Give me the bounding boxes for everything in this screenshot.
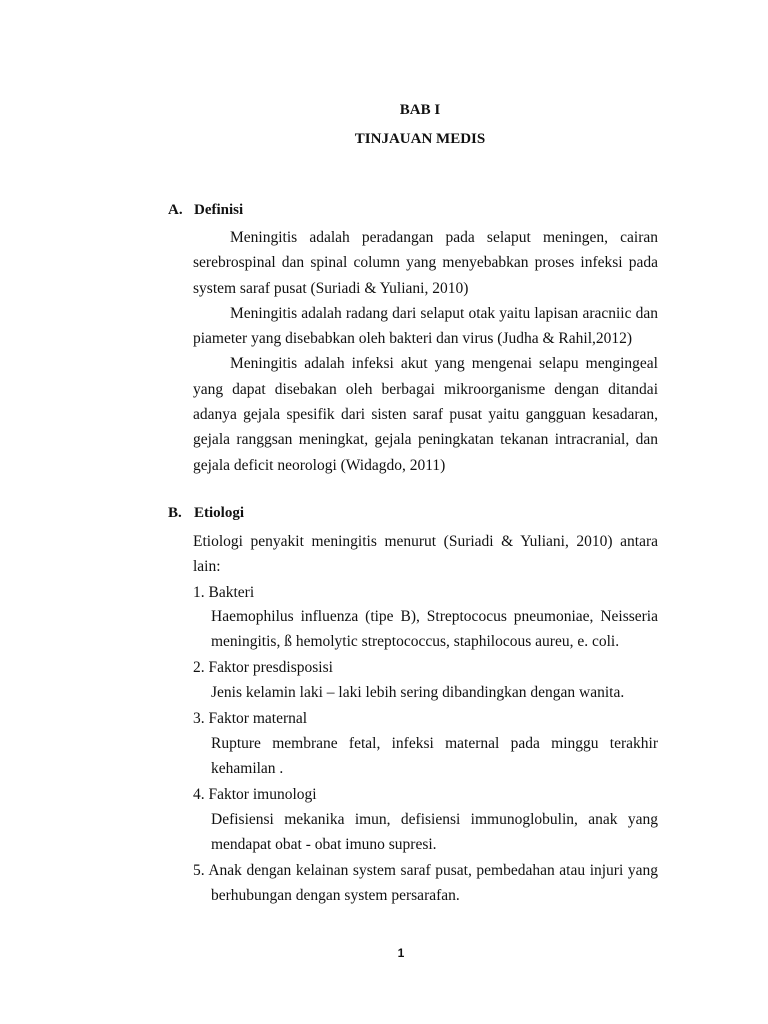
etiologi-item-4-title: 4. Faktor imunologi	[193, 786, 317, 803]
section-a-body	[193, 225, 658, 478]
section-b-heading	[168, 505, 244, 522]
section-b-letter: B.	[168, 505, 182, 521]
etiologi-item-1-body: Haemophilus influenza (tipe B), Streptococus pneumoniae, Neisseria meningitis, ß hemolytic streptococcus, staphilocous aureu, e. coli.	[211, 608, 658, 651]
section-a-title: Definisi	[194, 202, 244, 218]
section-a-letter: A.	[168, 202, 183, 218]
definition-paragraph-1: Meningitis adalah peradangan pada selaput meningen, cairan serebrospinal dan spinal column yang menyebabkan proses infeksi pada system saraf pusat (Suriadi & Yuliani, 2010)	[193, 229, 658, 297]
etiologi-item-1-title: 1. Bakteri	[193, 584, 255, 601]
chapter-number: BAB I	[399, 102, 441, 118]
etiologi-intro: Etiologi penyakit meningitis menurut (Suriadi & Yuliani, 2010) antara lain:	[193, 533, 658, 576]
page-number: 1	[397, 946, 405, 960]
etiologi-item-2-body: Jenis kelamin laki – laki lebih sering dibandingkan dengan wanita.	[211, 684, 625, 701]
etiologi-item-4-body: Defisiensi mekanika imun, defisiensi immunoglobulin, anak yang mendapat obat - obat imuno supresi.	[211, 811, 658, 854]
section-a-heading	[168, 202, 243, 219]
etiologi-item-3-title: 3. Faktor maternal	[193, 710, 308, 727]
etiologi-item-2-title: 2. Faktor presdisposisi	[193, 659, 333, 676]
chapter-title: TINJAUAN MEDIS	[354, 131, 486, 147]
definition-paragraph-2: Meningitis adalah radang dari selaput otak yaitu lapisan aracniic dan piameter yang disebabkan oleh bakteri dan virus (Judha & Rahil,2012)	[193, 304, 658, 348]
etiologi-item-5: 5. Anak dengan kelainan system saraf pusat, pembedahan atau injuri yang berhubungan dengan system persarafan.	[193, 862, 658, 905]
section-b-title: Etiologi	[194, 505, 245, 521]
etiologi-item-3-body: Rupture membrane fetal, infeksi maternal pada minggu terakhir kehamilan .	[211, 735, 658, 778]
definition-paragraph-3: Meningitis adalah infeksi akut yang mengenai selapu mengingeal yang dapat disebakan oleh berbagai mikroorganisme dengan ditandai adanya gejala spesifik dari sisten saraf pusat yaitu gangguan kesadaran, gejala ranggsan meningkat, gejala peningkatan tekanan intracranial, dan gejala deficit neorologi (Widagdo, 2011)	[193, 355, 658, 474]
